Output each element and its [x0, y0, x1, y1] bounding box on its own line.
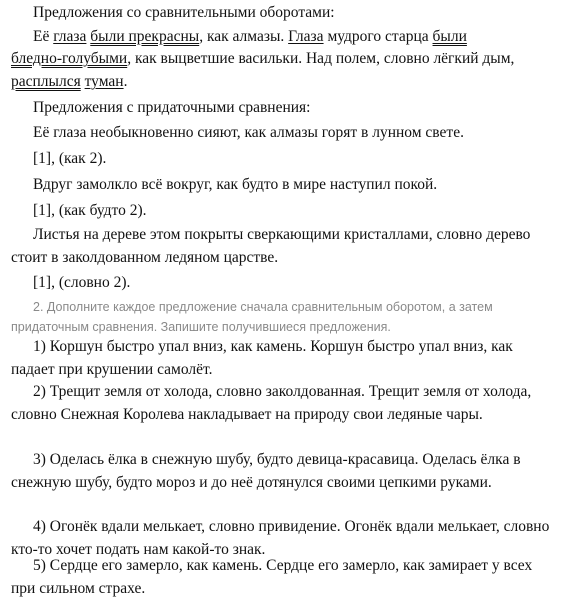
heading-comparative-clauses: Предложения с придаточными сравнения: [33, 99, 311, 116]
sentence-scheme: [1], (словно 2). [33, 274, 131, 291]
example-comparative-phrases-line3 [11, 71, 127, 94]
answer-item: 1) Коршун быстро упал вниз, как камень. Коршун быстро упал вниз, как падает при крушении самолёт. [11, 338, 513, 378]
subject: Глаза [288, 28, 324, 45]
subject: глаза [53, 28, 87, 45]
task-instruction: 2. Дополните каждое предложение сначала сравнительным оборотом, а затем придаточным сравнения. Запишите получившиеся предложения. [11, 300, 493, 334]
answer-item: 4) Огонёк вдали мелькает, словно привидение. Огонёк вдали мелькает, словно кто-то хочет подать нам какой-то знак. [11, 518, 550, 558]
answer-item: 3) Оделась ёлка в снежную шубу, будто девица-красавица. Оделась ёлка в снежную шубу, будто мороз и до неё дотянулся своими цепкими руками. [11, 451, 521, 491]
heading-comparative-phrases: Предложения со сравнительными оборотами: [33, 4, 335, 21]
example-comparative-phrases-line2 [11, 48, 514, 71]
predicate: расплылся [11, 73, 81, 90]
example-text: , как выцветшие васильки. Над полем, словно лёгкий дым, [127, 50, 515, 67]
example-text: . [123, 73, 128, 90]
sentence-scheme: [1], (как будто 2). [33, 202, 147, 219]
predicate: были [432, 28, 467, 45]
sentence-scheme: [1], (как 2). [33, 150, 107, 167]
example-sentence: Листья на дереве этом покрыты сверкающими кристаллами, словно дерево стоит в заколдованном ледяном царстве. [11, 226, 531, 266]
answer-item: 5) Сердце его замерло, как камень. Сердце его замерло, как замирает у всех при сильном страхе. [11, 557, 533, 597]
predicate: бледно-голубыми [11, 50, 128, 67]
example-sentence: Её глаза необыкновенно сияют, как алмазы горят в лунном свете. [33, 124, 464, 141]
answer-item: 2) Трещит земля от холода, словно заколдованная. Трещит земля от холода, словно Снежная Королева накладывает на природу свои ледяные чары. [11, 383, 532, 423]
example-text: Её [33, 28, 54, 45]
example-sentence: Вдруг замолкло всё вокруг, как будто в мире наступил покой. [33, 176, 438, 193]
example-text: , как алмазы. [199, 28, 289, 45]
example-comparative-phrases [33, 26, 561, 49]
example-text: мудрого старца [323, 28, 433, 45]
subject: туман [84, 73, 124, 90]
predicate: были прекрасны [90, 28, 200, 45]
